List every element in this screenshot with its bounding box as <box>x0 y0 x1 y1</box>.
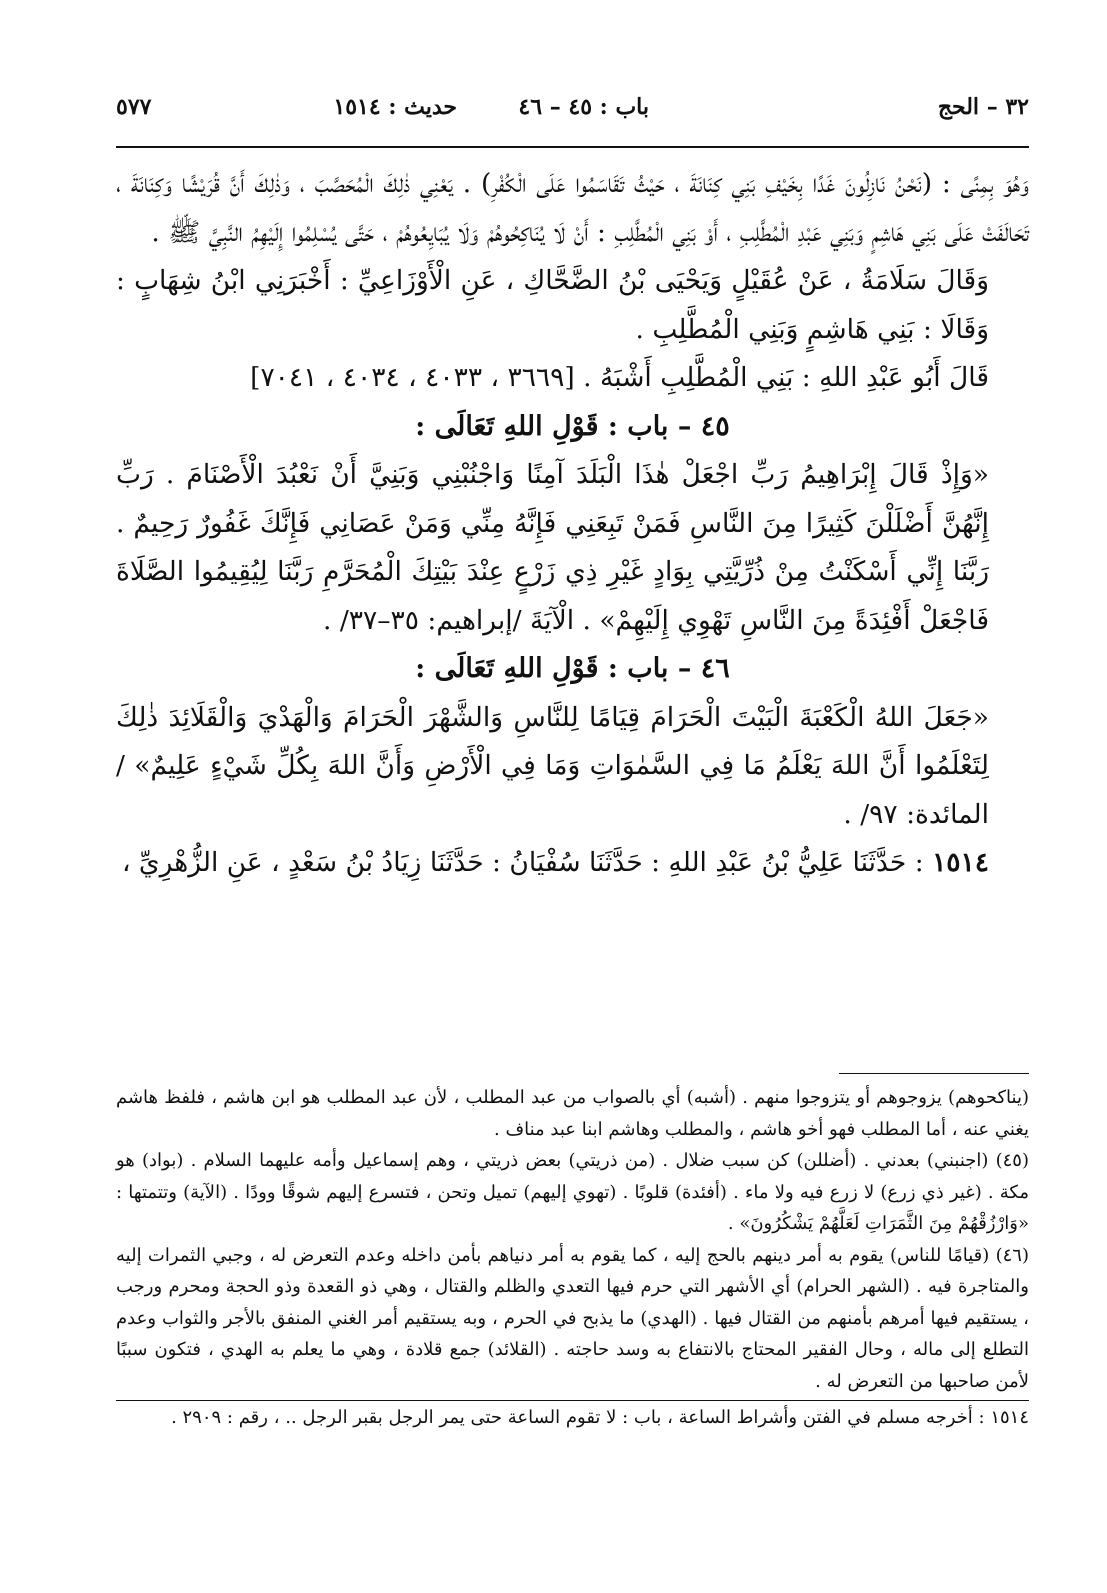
hadith-number: ١٥١٤ <box>932 847 989 878</box>
header-hadith: حديث : ١٥١٤ <box>333 94 457 120</box>
paragraph-1: وَهُوَ بِمِنًى : (نَحْنُ نَازِلُونَ غَدًا بِخَيْفِ بَنِي كِنَانَةَ ، حَيْثُ تَقَاسَمُوا عَلَى الْكُفْرِ) . يَعْنِي ذٰلِكَ الْمُحَصَّبَ ، وَذٰلِكَ أَنَّ قُرَيْشًا وَكِنَانَةَ ، تَحَالَفَتْ عَلَى بَنِي هَاشِمٍ وَبَنِي عَبْدِ الْمُطَّلِبِ ، أَوْ بَنِي الْمُطَّلِبِ : أَنْ لَا يُنَاكِحُوهُمْ وَلَا يُبَايِعُوهُمْ ، حَتَّى يُسْلِمُوا إِلَيْهِمُ النَّبِيَّ ﷺ . <box>116 168 1029 248</box>
header-divider <box>116 146 1029 148</box>
verse-45: «وَإِذْ قَالَ إِبْرَاهِيمُ رَبِّ اجْعَلْ هٰذَا الْبَلَدَ آمِنًا وَاجْنُبْنِي وَبَنِيَّ أَنْ نَعْبُدَ الْأَصْنَامَ . رَبِّ إِنَّهُنَّ أَضْلَلْنَ كَثِيرًا مِنَ النَّاسِ فَمَنْ تَبِعَنِي فَإِنَّهُ مِنِّي وَمَنْ عَصَانِي فَإِنَّكَ غَفُورٌ رَحِيمٌ . رَبَّنَا إِنِّي أَسْكَنْتُ مِنْ ذُرِّيَّتِي بِوَادٍ غَيْرِ ذِي زَرْعٍ عِنْدَ بَيْتِكَ الْمُحَرَّمِ رَبَّنَا لِيُقِيمُوا الصَّلَاةَ فَاجْعَلْ أَفْئِدَةً مِنَ النَّاسِ تَهْوِي إِلَيْهِمْ» . الْآيَةَ /إبراهيم: ٣٥–٣٧/ . <box>116 459 989 636</box>
footnote-46: (٤٦) (قيامًا للناس) يقوم به أمر دينهم بالحج إليه ، كما يقوم به أمر دنياهم بأمن داخله وعدم التعرض له ، وجبي الثمرات إليه والمتاجرة فيه . (الشهر الحرام) أي الأشهر التي حرم فيها التعدي والظلم والقتال ، وهي ذو القعدة وذو الحجة ومحرم ورجب ، يستقيم فيها أمرهم بأمنهم من القتال فيها . (الهدي) ما يذبح في الحرم ، وبه يستقيم أمر الغني المنفق بالأجر والثواب وعدم التطلع إلى ماله ، وحال الفقير المحتاج بالانتفاع به وسد حاجته . (القلائد) جمع قلادة ، وهي ما يعلم به الهدي ، فتكون سببًا لأمن صاحبها من التعرض له . <box>116 1244 1029 1392</box>
paragraph-3: قَالَ أَبُو عَبْدِ اللهِ : بَنِي الْمُطَّلِبِ أَشْبَهُ . [٣٦٦٩ ، ٤٠٣٣ ، ٤٠٣٤ ، ٧٠٤١] <box>250 362 989 393</box>
verse-46: «جَعَلَ اللهُ الْكَعْبَةَ الْبَيْتَ الْحَرَامَ قِيَامًا لِلنَّاسِ وَالشَّهْرَ الْحَرَامَ وَالْهَدْيَ وَالْقَلَائِدَ ذٰلِكَ لِتَعْلَمُوا أَنَّ اللهَ يَعْلَمُ مَا فِي السَّمٰوَاتِ وَمَا فِي الْأَرْضِ وَأَنَّ اللهَ بِكُلِّ شَيْءٍ عَلِيمٌ» /المائدة: ٩٧/ . <box>116 701 989 830</box>
running-header <box>116 88 1029 128</box>
takhrij-divider <box>116 1400 1029 1401</box>
section-heading-46: ٤٦ – باب : قَوْلِ اللهِ تَعَالَى : <box>415 653 730 684</box>
paragraph-2: وَقَالَ سَلَامَةُ ، عَنْ عُقَيْلٍ وَيَحْيَى بْنُ الضَّحَّاكِ ، عَنِ الْأَوْزَاعِيِّ : أَخْبَرَنِي ابْنُ شِهَابٍ : وَقَالَا : بَنِي هَاشِمٍ وَبَنِي الْمُطَّلِبِ . <box>116 265 989 345</box>
footnote-divider <box>839 1073 1029 1074</box>
footnote-1: (يناكحوهم) يزوجوهم أو يتزوجوا منهم . (أشبه) أي بالصواب من عبد المطلب ، لأن عبد المطلب هو ابن هاشم ، فلفظ هاشم يغني عنه ، أما المطلب فهو أخو هاشم ، والمطلب وهاشم ابنا عبد مناف . <box>116 1087 1029 1140</box>
footnotes <box>116 1082 1029 1434</box>
main-text <box>116 160 1029 888</box>
header-chapter: ٣٢ – الحج <box>937 94 1029 120</box>
footnote-45: (٤٥) (اجنبني) بعدني . (أضللن) كن سبب ضلال . (من ذريتي) بعض ذريتي ، وهم إسماعيل وأمه عليهما السلام . (بواد) هو مكة . (غير ذي زرع) لا زرع فيه ولا ماء . (أفئدة) قلوبًا . (تهوي إليهم) تميل وتحن ، فتسرع إليهم شوقًا وودًا . (الآية) وتتمتها : «وَارْزُقْهُمْ مِنَ الثَّمَرَاتِ لَعَلَّهُمْ يَشْكُرُونَ» . <box>116 1150 1029 1234</box>
hadith-text: : حَدَّثَنَا عَلِيُّ بْنُ عَبْدِ اللهِ : حَدَّثَنَا سُفْيَانُ : حَدَّثَنَا زِيَادُ بْنُ سَعْدٍ ، عَنِ الزُّهْرِيِّ ، <box>121 847 933 878</box>
page-number: ٥٧٧ <box>116 94 152 120</box>
hadith-1514 <box>116 839 1029 888</box>
section-heading-45: ٤٥ – باب : قَوْلِ اللهِ تَعَالَى : <box>415 410 730 442</box>
footnote-takhrij: ١٥١٤ : أخرجه مسلم في الفتن وأشراط الساعة ، باب : لا تقوم الساعة حتى يمر الرجل بقبر الرجل .. ، رقم : ٢٩٠٩ . <box>171 1407 1029 1428</box>
header-bab: باب : ٤٥ – ٤٦ <box>518 94 649 120</box>
